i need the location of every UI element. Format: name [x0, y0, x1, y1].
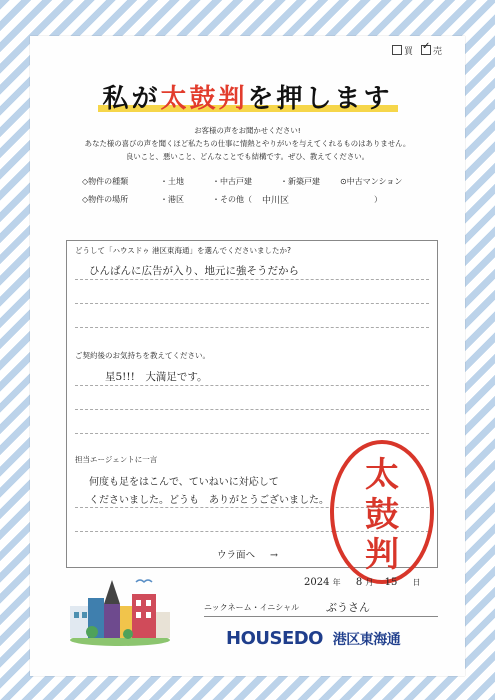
stamp-char-3: 判 — [365, 535, 399, 575]
intro-line: あなた様の喜びの声を聞くほど私たちの仕事に情熱とやりがいを与えてくれるものはありません。 — [84, 139, 411, 148]
date-year-unit: 年 — [332, 578, 341, 587]
date-month: 8 — [355, 577, 363, 588]
property-location-label: ◇物件の場所 — [82, 195, 129, 204]
paren-close: ） — [374, 195, 382, 204]
title-highlight-text: 太鼓判 — [160, 84, 248, 114]
town-illustration — [66, 576, 174, 646]
property-type-label: ◇物件の種類 — [82, 177, 129, 186]
ruled-line — [75, 327, 429, 328]
taikoban-stamp — [328, 438, 436, 586]
brand-store: 港区東海通 — [332, 632, 401, 648]
overleaf-note-text: ウラ面へ — [217, 550, 256, 561]
stamp-char-1: 太 — [365, 455, 399, 495]
stamp-char-2: 鼓 — [365, 495, 399, 535]
date-year: 2024 — [304, 577, 330, 588]
intro-line: お客様の声をお聞かせください! — [194, 126, 301, 135]
date-day: 15 — [384, 577, 398, 588]
buy-sell-checkboxes — [392, 44, 442, 57]
brand-logo — [226, 628, 400, 649]
question-1-label: どうして「ハウスドゥ 港区東海通」を選んでくださいましたか? — [75, 246, 291, 255]
title-part: 私が — [102, 84, 161, 114]
ruled-line — [75, 409, 429, 410]
property-location-row — [82, 194, 462, 208]
handwritten-location: 中川区 — [262, 196, 290, 206]
option-other[interactable]: ・その他（ — [212, 195, 252, 204]
title-part: を押します — [247, 84, 393, 114]
nickname-value: ぶうさん — [326, 601, 370, 614]
option-used-condo[interactable]: ⊙中古マンション — [340, 177, 403, 186]
question-2-label: ご契約後のお気持ちを教えてください。 — [75, 351, 210, 360]
answer-2-text: 星5!!! 大満足です。 — [105, 371, 208, 383]
date-field — [304, 577, 421, 588]
property-type-row — [82, 176, 462, 188]
option-used-house[interactable]: ・中古戸建 — [212, 177, 252, 186]
checkbox-buy[interactable]: 買 — [392, 44, 413, 57]
checkbox-box — [392, 45, 402, 55]
intro-line: 良いこと、悪いこと、どんなことでも結構です。ぜひ、教えてください。 — [125, 152, 369, 161]
nickname-label: ニックネーム・イニシャル — [204, 603, 300, 612]
page-title — [30, 78, 465, 115]
survey-sheet — [30, 36, 465, 676]
date-day-unit: 日 — [412, 578, 421, 587]
ruled-line — [75, 385, 429, 386]
answer-1-text: ひんぱんに広告が入り、地元に強そうだから — [89, 265, 299, 277]
checkbox-box-checked — [421, 45, 431, 55]
ruled-line — [75, 433, 429, 434]
intro-text — [30, 124, 465, 163]
option-minato[interactable]: ・港区 — [160, 195, 184, 204]
ruled-line — [75, 303, 429, 304]
question-3-label: 担当エージェントに一言 — [75, 455, 158, 464]
brand-name: HOUSEDO — [226, 628, 323, 649]
date-month-unit: 月 — [365, 578, 374, 587]
ruled-line — [75, 279, 429, 280]
overleaf-note — [217, 547, 278, 561]
answer-3-line-1: 何度も足をはこんで、ていねいに対応して — [89, 477, 279, 488]
arrow-right-icon: → — [270, 550, 279, 561]
answer-3-line-2: くださいました。どうも ありがとうございました。 — [89, 495, 329, 506]
option-new-house[interactable]: ・新築戸建 — [280, 177, 320, 186]
nickname-underline — [204, 616, 438, 617]
option-land[interactable]: ・土地 — [160, 177, 184, 186]
checkbox-sell[interactable]: ✓ 売 — [421, 44, 442, 57]
